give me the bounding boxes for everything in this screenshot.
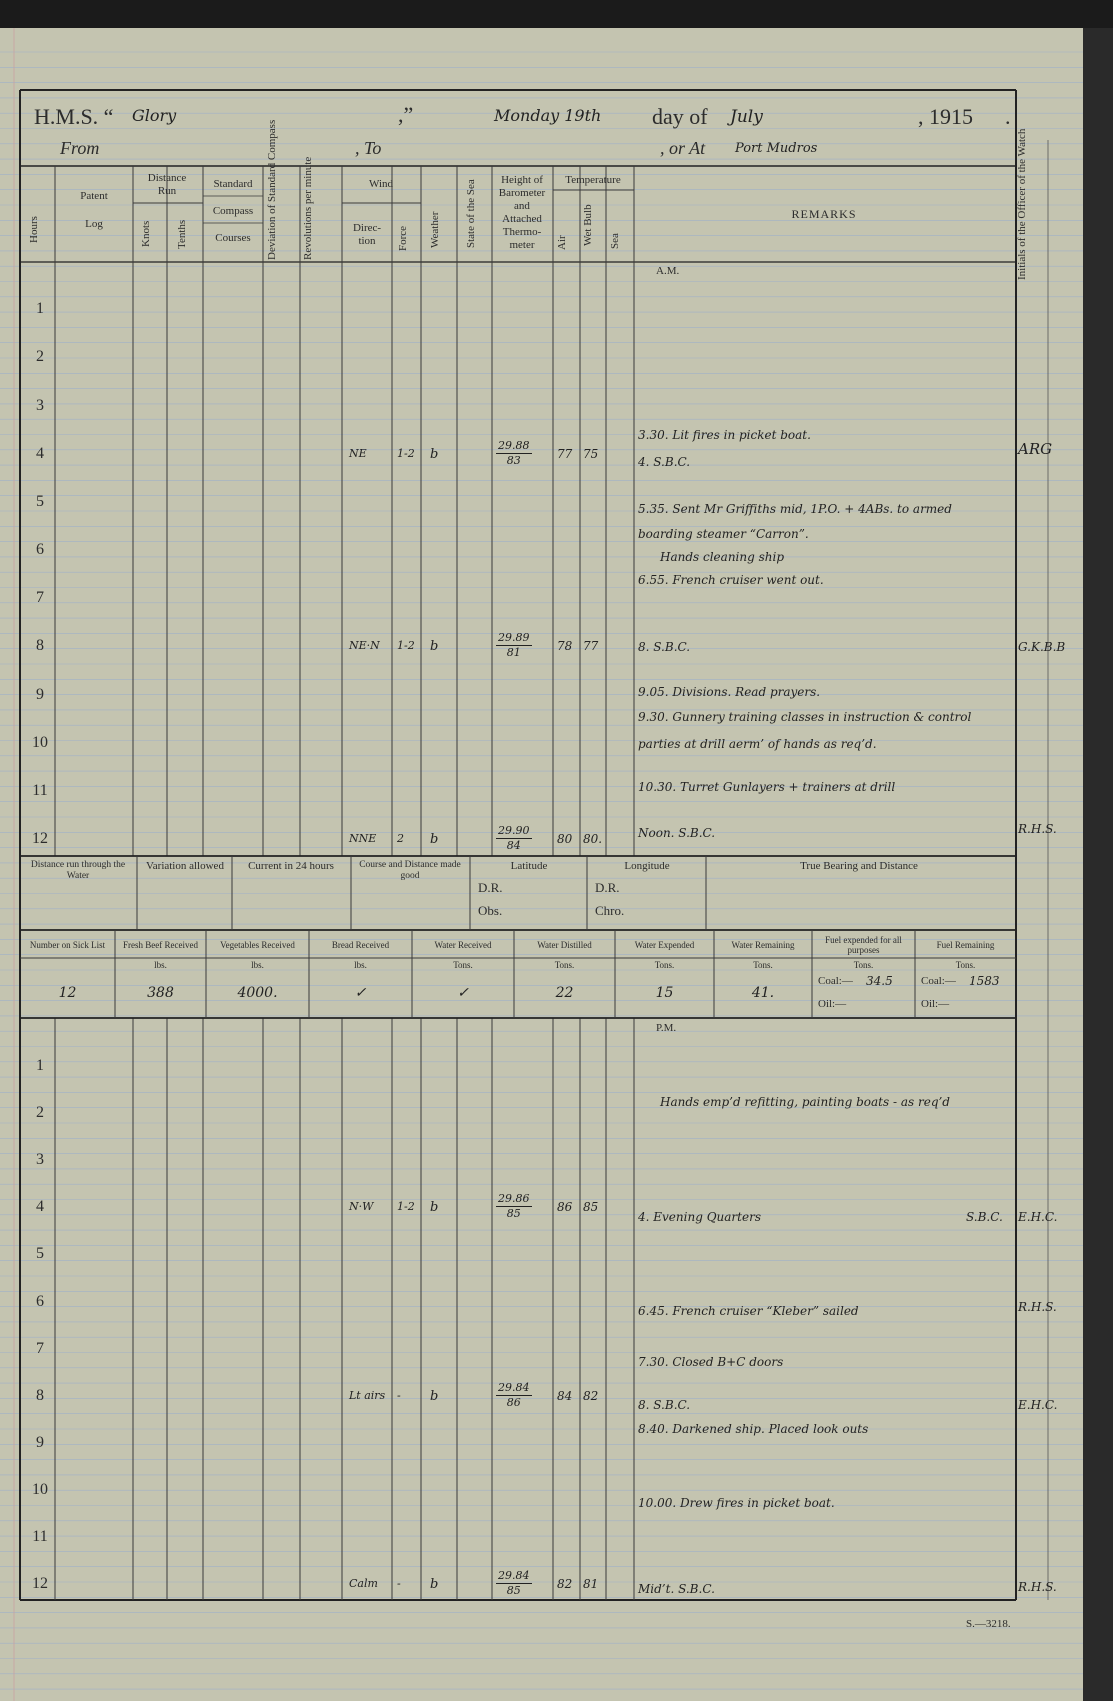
from-label: From bbox=[60, 138, 100, 158]
baro-line-4: Attached bbox=[502, 213, 542, 225]
col-sea: Sea bbox=[609, 233, 621, 249]
am-wet-bulb-0: 75 bbox=[583, 446, 599, 461]
baro-line-6: meter bbox=[509, 239, 535, 251]
col-compass-2: Compass bbox=[212, 205, 254, 217]
ship-name: Glory bbox=[132, 106, 177, 125]
initials-2: R.H.S. bbox=[1018, 822, 1057, 836]
supply-unit-2: lbs. bbox=[251, 960, 264, 970]
supply-value-2: 4000. bbox=[237, 985, 278, 1001]
supply-label-2: Vegetables Received bbox=[220, 940, 295, 950]
pm-air-temp-1: 84 bbox=[557, 1388, 573, 1403]
col-distance-2: Run bbox=[157, 185, 177, 197]
am-hour-1: 1 bbox=[36, 300, 44, 318]
header-period: . bbox=[1005, 104, 1011, 129]
am-wet-bulb-2: 80. bbox=[583, 832, 603, 846]
noon-variation: Variation allowed bbox=[146, 860, 224, 872]
pm-wind-force-2: - bbox=[397, 1577, 401, 1590]
baro-line-1: Height of bbox=[501, 174, 543, 186]
pm-hour-10: 10 bbox=[32, 1480, 48, 1498]
am-remark-3: boarding steamer “Carron”. bbox=[638, 527, 809, 541]
pm-remark-5: 8. S.B.C. bbox=[638, 1398, 691, 1412]
pm-label: P.M. bbox=[656, 1022, 677, 1034]
am-weather-0: b bbox=[430, 446, 439, 462]
pm-baro-height-0: 29.86 bbox=[498, 1192, 530, 1206]
pm-attached-therm-2: 85 bbox=[506, 1584, 521, 1597]
supply-label-0: Number on Sick List bbox=[29, 940, 106, 950]
am-label: A.M. bbox=[656, 265, 680, 277]
am-hour-4: 4 bbox=[36, 444, 44, 462]
col-temperature: Temperature bbox=[565, 174, 621, 186]
am-hour-3: 3 bbox=[36, 396, 44, 414]
pm-wet-bulb-2: 81 bbox=[583, 1577, 599, 1591]
day-of-label: day of bbox=[652, 104, 708, 129]
am-remark-5: 6.55. French cruiser went out. bbox=[638, 573, 824, 587]
am-attached-therm-2: 84 bbox=[506, 839, 521, 852]
am-baro-height-2: 29.90 bbox=[498, 824, 530, 837]
col-direction-1: Direc- bbox=[352, 222, 382, 234]
noon-dr-lat: D.R. bbox=[478, 880, 503, 895]
initials-5: E.H.C. bbox=[1018, 1398, 1058, 1412]
am-hour-2: 2 bbox=[36, 348, 44, 366]
am-remark-1: 4. S.B.C. bbox=[638, 455, 691, 469]
am-remark-2: 5.35. Sent Mr Griffiths mid, 1P.O. + 4ABs. to armed bbox=[638, 502, 952, 516]
am-air-temp-1: 78 bbox=[557, 639, 573, 654]
am-hour-9: 9 bbox=[36, 685, 44, 703]
col-patent-2: Log bbox=[85, 218, 103, 230]
supply-value-4: ✓ bbox=[457, 985, 469, 1001]
noon-true-bearing: True Bearing and Distance bbox=[800, 860, 918, 872]
am-remark-8: 9.30. Gunnery training classes in instruction & control bbox=[638, 710, 972, 724]
am-baro-height-0: 29.88 bbox=[498, 438, 530, 452]
col-air: Air bbox=[556, 235, 568, 251]
pm-wind-force-1: - bbox=[397, 1388, 401, 1402]
am-wet-bulb-1: 77 bbox=[583, 639, 599, 654]
col-remarks: REMARKS bbox=[791, 207, 857, 221]
am-wind-direction-2: NNE bbox=[349, 832, 377, 845]
close-quote: ,” bbox=[398, 102, 414, 127]
col-hours: Hours bbox=[28, 216, 40, 244]
supply-unit-1: lbs. bbox=[154, 960, 167, 970]
pm-hour-3: 3 bbox=[36, 1151, 44, 1169]
pm-attached-therm-0: 85 bbox=[506, 1207, 521, 1221]
pm-air-temp-0: 86 bbox=[557, 1200, 573, 1215]
pm-hour-11: 11 bbox=[32, 1527, 48, 1545]
pm-wind-direction-0: N·W bbox=[349, 1200, 374, 1214]
pm-barometer-0 bbox=[496, 1192, 532, 1221]
col-sea-state: State of the Sea bbox=[465, 179, 477, 249]
supply-unit-6: Tons. bbox=[654, 960, 675, 970]
col-distance-1: Distance bbox=[147, 172, 187, 184]
col-compass-1: Standard bbox=[213, 178, 253, 190]
am-hour-11: 11 bbox=[32, 781, 48, 799]
supply-label-1: Fresh Beef Received bbox=[123, 940, 198, 950]
pm-hour-6: 6 bbox=[36, 1292, 44, 1310]
am-weather-2: b bbox=[430, 832, 439, 847]
pm-hour-4: 4 bbox=[36, 1198, 44, 1216]
initials-0: ARG bbox=[1018, 440, 1053, 458]
form-number: S.—3218. bbox=[966, 1618, 1011, 1630]
supply-unit-3: lbs. bbox=[354, 960, 367, 970]
am-barometer-2 bbox=[496, 824, 532, 853]
pm-hour-7: 7 bbox=[36, 1339, 44, 1357]
am-hour-6: 6 bbox=[36, 541, 44, 558]
supply-label-7: Water Remaining bbox=[731, 940, 795, 950]
am-hour-10: 10 bbox=[32, 733, 48, 751]
initials-3: E.H.C. bbox=[1018, 1210, 1058, 1224]
supply-unit-5: Tons. bbox=[554, 960, 575, 970]
pm-hour-2: 2 bbox=[36, 1104, 44, 1122]
supply-value-6: 15 bbox=[655, 985, 674, 1001]
pm-wind-direction-1: Lt airs bbox=[349, 1388, 386, 1402]
col-direction-2: tion bbox=[358, 235, 376, 247]
col-barometer bbox=[492, 174, 552, 252]
noon-dr-long: D.R. bbox=[595, 880, 620, 895]
pm-remark-4: 7.30. Closed B+C doors bbox=[638, 1355, 784, 1369]
noon-obs: Obs. bbox=[478, 903, 503, 918]
pm-remark-8: Mid’t. S.B.C. bbox=[638, 1582, 715, 1596]
pm-wet-bulb-1: 82 bbox=[583, 1388, 599, 1403]
am-wind-force-0: 1-2 bbox=[397, 446, 415, 460]
supply-label-4: Water Received bbox=[434, 940, 492, 950]
am-wind-direction-0: NE bbox=[349, 446, 367, 460]
supply-value-5: 22 bbox=[555, 985, 574, 1001]
fuel-expended-coal-value: 34.5 bbox=[866, 974, 893, 988]
supply-value-0: 12 bbox=[58, 985, 77, 1001]
supply-unit-4: Tons. bbox=[453, 960, 473, 970]
col-tenths: Tenths bbox=[176, 219, 188, 249]
col-wind: Wind bbox=[369, 178, 393, 190]
am-weather-1: b bbox=[430, 639, 439, 655]
at-place: Port Mudros bbox=[735, 141, 818, 156]
supply-unit-9: Tons. bbox=[955, 960, 976, 970]
fuel-expended-coal-label: Coal:— bbox=[818, 975, 853, 987]
baro-line-3: and bbox=[514, 200, 530, 212]
supply-value-7: 41. bbox=[751, 985, 775, 1001]
supply-label-6: Water Expended bbox=[634, 940, 695, 950]
initials-4: R.H.S. bbox=[1018, 1300, 1057, 1314]
pm-remark-1: 4. Evening Quarters bbox=[638, 1210, 761, 1224]
pm-hour-5: 5 bbox=[36, 1245, 44, 1263]
noon-course: Course and Distance made good bbox=[359, 860, 461, 881]
pm-wind-force-0: 1-2 bbox=[397, 1200, 415, 1214]
fuel-remaining-coal-value: 1583 bbox=[969, 974, 1000, 988]
am-air-temp-0: 77 bbox=[557, 446, 573, 461]
pm-remark-0: Hands emp’d refitting, painting boats - as req’d bbox=[660, 1095, 950, 1109]
year: , 1915 bbox=[918, 104, 973, 129]
pm-hour-8: 8 bbox=[36, 1386, 44, 1404]
pm-remark-6: 8.40. Darkened ship. Placed look outs bbox=[638, 1422, 869, 1436]
supply-value-1: 388 bbox=[147, 985, 174, 1001]
am-hour-5: 5 bbox=[36, 492, 44, 510]
pm-baro-height-2: 29.84 bbox=[498, 1569, 530, 1582]
pm-weather-2: b bbox=[430, 1577, 439, 1592]
col-patent-1: Patent bbox=[80, 190, 108, 202]
am-wind-force-1: 1-2 bbox=[397, 639, 415, 653]
col-revolutions: Revolutions per minute bbox=[302, 156, 314, 260]
pm-weather-0: b bbox=[430, 1200, 439, 1216]
pm-baro-height-1: 29.84 bbox=[498, 1380, 530, 1394]
day-name: Monday 19th bbox=[494, 106, 602, 125]
supply-value-3: ✓ bbox=[354, 985, 367, 1001]
hms-prefix: H.M.S. “ bbox=[34, 104, 114, 129]
or-at-label: , or At bbox=[660, 138, 706, 158]
am-remark-7: 9.05. Divisions. Read prayers. bbox=[638, 685, 821, 699]
col-deviation: Deviation of Standard Compass bbox=[266, 119, 278, 260]
pm-hour-9: 9 bbox=[36, 1433, 44, 1451]
pm-barometer-2 bbox=[496, 1569, 532, 1598]
baro-line-2: Barometer bbox=[498, 187, 546, 199]
col-knots: Knots bbox=[140, 220, 152, 248]
initials-6: R.H.S. bbox=[1018, 1580, 1057, 1594]
am-remark-10: 10.30. Turret Gunlayers + trainers at drill bbox=[638, 780, 896, 794]
supply-unit-7: Tons. bbox=[753, 960, 773, 970]
pm-barometer-1 bbox=[496, 1381, 532, 1410]
pm-air-temp-2: 82 bbox=[557, 1577, 573, 1591]
pm-weather-1: b bbox=[430, 1388, 439, 1404]
month: July bbox=[730, 107, 763, 127]
am-hour-12: 12 bbox=[32, 830, 48, 847]
fuel-remaining-oil-label: Oil:— bbox=[921, 998, 950, 1010]
col-weather: Weather bbox=[429, 211, 441, 249]
pm-remark-3: 6.45. French cruiser “Kleber” sailed bbox=[638, 1304, 859, 1318]
supply-unit-8: Tons. bbox=[853, 960, 874, 970]
am-remark-11: Noon. S.B.C. bbox=[638, 826, 716, 840]
noon-longitude: Longitude bbox=[624, 860, 670, 872]
initials-1: G.K.B.B bbox=[1018, 640, 1066, 654]
pm-hour-1: 1 bbox=[36, 1057, 44, 1075]
am-hour-7: 7 bbox=[36, 589, 44, 607]
fuel-expended-oil-label: Oil:— bbox=[818, 998, 847, 1010]
supply-label-5: Water Distilled bbox=[537, 940, 592, 950]
supply-label-8: Fuel expended for all purposes bbox=[825, 935, 902, 955]
pm-remark-2: S.B.C. bbox=[966, 1210, 1003, 1224]
col-compass-3: Courses bbox=[215, 232, 251, 244]
baro-line-5: Thermo- bbox=[502, 226, 542, 238]
col-initials: Initials of the Officer of the Watch bbox=[1016, 128, 1028, 280]
am-air-temp-2: 80 bbox=[557, 832, 573, 846]
am-attached-therm-0: 83 bbox=[506, 453, 521, 467]
col-wet-bulb: Wet Bulb bbox=[582, 204, 594, 246]
noon-distance-run: Distance run through the Water bbox=[30, 860, 126, 881]
pm-attached-therm-1: 86 bbox=[506, 1395, 521, 1409]
pm-wind-direction-2: Calm bbox=[349, 1577, 378, 1590]
pm-hour-12: 12 bbox=[32, 1575, 48, 1592]
noon-current: Current in 24 hours bbox=[248, 860, 334, 872]
to-label: , To bbox=[355, 138, 382, 158]
am-hour-8: 8 bbox=[36, 637, 44, 655]
col-force: Force bbox=[397, 225, 409, 251]
am-remark-9: parties at drill aerm’ of hands as req’d. bbox=[638, 737, 877, 751]
supply-label-3: Bread Received bbox=[331, 940, 390, 950]
pm-wet-bulb-0: 85 bbox=[583, 1200, 599, 1215]
am-remark-0: 3.30. Lit fires in picket boat. bbox=[638, 428, 811, 442]
noon-latitude: Latitude bbox=[510, 860, 548, 872]
am-attached-therm-1: 81 bbox=[506, 646, 521, 660]
am-remark-6: 8. S.B.C. bbox=[638, 640, 691, 654]
noon-chro: Chro. bbox=[595, 903, 625, 918]
am-wind-force-2: 2 bbox=[397, 832, 404, 845]
pm-remark-7: 10.00. Drew fires in picket boat. bbox=[638, 1496, 835, 1510]
am-baro-height-1: 29.89 bbox=[498, 631, 530, 645]
am-barometer-0 bbox=[496, 439, 532, 468]
am-barometer-1 bbox=[496, 631, 532, 660]
supply-label-9: Fuel Remaining bbox=[936, 940, 995, 950]
am-remark-4: Hands cleaning ship bbox=[660, 550, 785, 564]
fuel-remaining-coal-label: Coal:— bbox=[921, 975, 956, 987]
am-wind-direction-1: NE·N bbox=[349, 639, 380, 653]
